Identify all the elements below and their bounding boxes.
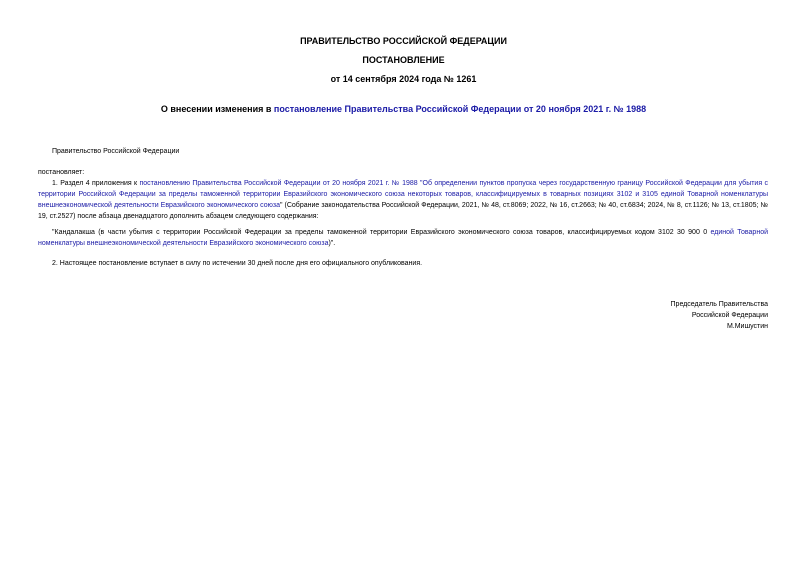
date-number-heading: от 14 сентября 2024 года № 1261 xyxy=(330,74,477,84)
title-prefix: О внесении изменения в xyxy=(160,104,274,114)
document-title xyxy=(0,104,807,115)
paragraph-item-2: 2. Настоящее постановление вступает в силу по истечении 30 дней после дня его официального опубликования. xyxy=(52,260,423,267)
paragraph-item-1 xyxy=(38,178,768,222)
title-reference-link[interactable]: постановление Правительства Российской Федерации от 20 ноября 2021 г. № 1988 xyxy=(273,104,647,114)
government-heading: ПРАВИТЕЛЬСТВО РОССИЙСКОЙ ФЕДЕРАЦИИ xyxy=(300,36,507,46)
item1-end-text: " (Собрание законодательства Российской Федерации, 2021, № 48, ст.8069; 2022, № 16, ст.2663; № 40, ст.6834; 2024, № 8, ст.1126; № 13, ст.1805; № 19, ст.2527) после абзаца двенадцатого дополнить абзацем следующего содержания: xyxy=(38,202,768,220)
item1-reference-link[interactable]: постановлению Правительства Российской Федерации от 20 ноября 2021 г. № 1988 "Об определении пунктов пропуска через государственную границу Российской Федерации для убытия с территории Российской Федерации за пределы таможенной территории Евразийского экономического союза некоторых товаров, классифицируемых в товарных позициях 3102 и 3105 единой Товарной номенклатуры внешнеэкономической деятельности Евразийского экономического союза xyxy=(38,180,768,209)
decrees-line: постановляет: xyxy=(38,169,85,176)
quote-start-text: "Кандалакша (в части убытия с территории Российской Федерации за пределы таможенной территории Евразийского экономического союза товаров, классифицируемых кодом 3102 30 900 0 xyxy=(52,229,711,236)
document-type-heading: ПОСТАНОВЛЕНИЕ xyxy=(362,55,445,65)
quote-end-text: )". xyxy=(328,240,336,247)
paragraph-quote xyxy=(38,227,768,249)
government-line: Правительство Российской Федерации xyxy=(52,148,180,155)
signature-name: М.Мишустин xyxy=(726,323,768,330)
signature-position-line2: Российской Федерации xyxy=(691,312,768,319)
quote-reference-link[interactable]: единой Товарной номенклатуры внешнеэкономической деятельности Евразийского экономического союза xyxy=(38,229,768,247)
item1-start-text: 1. Раздел 4 приложения к xyxy=(52,180,140,187)
signature-block xyxy=(671,299,768,332)
signature-position-line1: Председатель Правительства xyxy=(670,301,768,308)
